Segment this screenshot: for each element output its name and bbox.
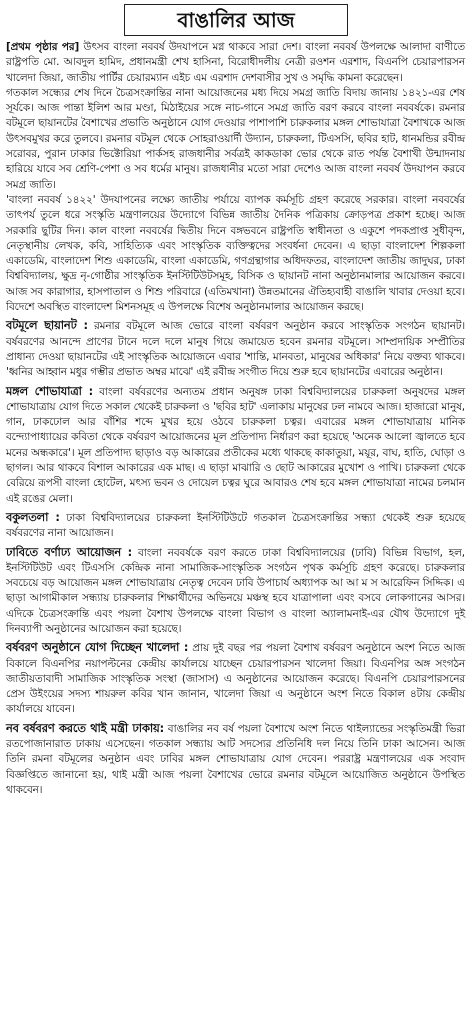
article-body xyxy=(6,40,465,798)
section-chhayanaut xyxy=(6,318,465,380)
section-mangal-shobhajatra xyxy=(6,384,465,507)
subheading: ঢাবিতে বর্ণাঢ্য আয়োজন : xyxy=(6,545,132,559)
subheading: বকুলতলা : xyxy=(6,510,60,524)
paragraph-text: বাংলা বর্ষবরণের অন্যতম প্রধান অনুষঙ্গ ঢাকা বিশ্ববিদ্যালয়ের চারুকলা অনুষদের মঙ্গল শোভাযাত্রায় যোগ দিতে সকাল থেকেই চারুকলা ও 'ছবির হাট' এলাকায় মানুষের ঢল নামবে আজ। হাজারো মানুষ, গান, ঢাকঢোল আর বাঁশির শব্দে মুখর হয়ে ওঠবে চারুকলা চত্বর। এবারের মঙ্গল শোভাযাত্রায় মানিক বন্দ্যোপাধ্যায়ের কবিতা থেকে বর্ষবরণ আয়োজনের মূল প্রতিপাদ্য নির্ধারণ করা হয়েছে 'অনেক আলো জ্বালতে হবে মনের অন্ধকারে'। মূল প্রতিপাদ্য ছাড়াও বড় আকারের প্রতীকের মধ্যে থাকছে কাকাতুয়া, ময়ূর, বাঘ, হাতি, ঘোড়া ও ছাগল। আর থাকবে বিশাল আকারের এক মাছ। এ ছাড়া মাঝারি ও ছোট আকারের মুখোশ ও পাখি। চারুকলা থেকে বেরিয়ে রূপসী বাংলা হোটেল, মৎস্য ভবন ও দোয়েল চত্বর ঘুরে আবারও শেষ হবে মঙ্গল শোভাযাত্রা নামের চলমান এই রঙের মেলা। xyxy=(6,385,465,505)
headline-box xyxy=(124,4,348,36)
paragraph-text: রমনার বটমূলে আজ ভোরে বাংলা বর্ষবরণ অনুষ্ঠান করবে সাংস্কৃতিক সংগঠন ছায়ানট। বর্ষবরণের আনন্দে প্রাণের টানে দলে দলে মানুষ গিয়ে জমায়েত হবেন রমনার বটমূলে। সাম্প্রদায়িক সম্প্রীতির প্রাধান্য দেওয়া ছায়ানটের এই সাংস্কৃতিক আয়োজনে এবার 'শান্তি, মানবতা, মানুষের অধিকার' নিয়ে বক্তব্য থাকবে। 'ধ্বনির আহ্বান মধুর গম্ভীর প্রভাত অম্বর মাঝে' এই রবীন্দ্র সংগীত দিয়ে শুরু হবে ছায়ানটের এবারের অনুষ্ঠান। xyxy=(6,320,465,379)
paragraph-text: বাংলা নববর্ষকে বরণ করতে ঢাকা বিশ্ববিদ্যালয়ের (ঢাবি) বিভিন্ন বিভাগ, হল, ইনস্টিটিউট এবং টিএসসি কেন্দ্রিক নানা সামাজিক-সাংস্কৃতিক সংগঠন পৃথক কর্মসূচি গ্রহণ করেছে। চারুকলার সবচেয়ে বড় আয়োজন মঙ্গল শোভাযাত্রায় নেতৃত্ব দেবেন ঢাবি উপাচার্য অধ্যাপক আ আ ম স আরেফিন সিদ্দিক। এ ছাড়া আগামীকাল সন্ধ্যায় চারুকলার শিক্ষার্থীদের অভিনয়ে মঞ্চস্থ হবে যাত্রাপালা এবং বসবে লোকগানের আসর। এদিকে চৈত্রসংক্রান্তি এবং পয়লা বৈশাখ উপলক্ষে বাংলা বিভাগ ও বাংলা অ্যালামনাই-এর যৌথ উদ্যোগে দুই দিনব্যাপী অনুষ্ঠানের আয়োজন করা হয়েছে। xyxy=(6,546,465,635)
paragraph-text: গতকাল সন্ধ্যের শেষ দিনে চৈত্রসংক্রান্তির নানা আয়োজনের মধ্য দিয়ে সমগ্র জাতি বিদায় জানায় ১৪২১-এর শেষ সূর্যকে। আজ পান্তা ইলিশ আর মণ্ডা, মিঠাইয়ের সঙ্গে নাচ-গানে সমগ্র জাতি বরণ করবে বাংলা নববর্ষকে। রমনার বটমূলে ছায়ানটের বৈশাখের প্রভাতি অনুষ্ঠানে যোগ দেওয়ার পাশাপাশি চারুকলার মঙ্গল শোভাযাত্রা বৈশাখকে আজ উৎসবমুখর করে তুলবে। রমনার বটমূল থেকে সোহরাওয়ার্দী উদ্যান, চারুকলা, টিএসসি, ছবির হাট, ধানমন্ডির রবীন্দ্র সরোবর, পুরান ঢাকার ভিক্টোরিয়া পার্কসহ রাজধানীর সর্বত্রই কাকডাকা ভোর থেকে রাত পর্যন্ত বৈশাখী উন্মাদনায় হারিয়ে যাবে সব শ্রেণি-পেশা ও সব ধর্মের মানুষ। রাজধানীর মতো সারা দেশেও আজ বাংলা নববর্ষ উদযাপন করবে সমগ্র জাতি। xyxy=(6,86,465,191)
paragraph xyxy=(6,86,465,193)
headline: বাঙালির আজ xyxy=(177,8,295,32)
section-bakultala xyxy=(6,510,465,542)
paragraph-text: উৎসব বাংলা নববর্ষ উদযাপনে মগ্ন থাকবে সারা দেশ। বাংলা নববর্ষ উপলক্ষে আলাদা বাণীতে রাষ্ট্রপতি মো. আবদুল হামিদ, প্রধানমন্ত্রী শেখ হাসিনা, বিরোধীদলীয় নেত্রী রওশন এরশাদ, বিএনপি চেয়ারপারসন খালেদা জিয়া, জাতীয় পার্টির চেয়ারম্যান এইচ এম এরশাদ দেশবাসীর সুখ ও সমৃদ্ধি কামনা করেছেন। xyxy=(6,41,466,84)
paragraph xyxy=(6,193,465,315)
section-thai-minister xyxy=(6,721,465,798)
paragraph-intro xyxy=(6,40,465,86)
paragraph-text: 'বাংলা নববর্ষ ১৪২২' উদযাপনের লক্ষ্যে জাতীয় পর্যায়ে ব্যাপক কর্মসূচি গ্রহণ করেছে সরকার। বাংলা নববর্ষের তাৎপর্য তুলে ধরে সংস্কৃতি মন্ত্রণালয়ের উদ্যোগে বিভিন্ন জাতীয় দৈনিক পত্রিকায় ক্রোড়পত্র প্রকাশ হচ্ছে। আজ সরকারি ছুটির দিন। কাল বাংলা নববর্ষের দ্বিতীয় দিনে বঙ্গভবনে রাষ্ট্রপতি স্বাধীনতা ও একুশে পদকপ্রাপ্ত সুধীবৃন্দ, নেতৃস্থানীয় লেখক, কবি, সাহিত্যিক এবং সাংস্কৃতিক ব্যক্তিত্বদের সংবর্ধনা দেবেন। এ ছাড়া বাংলাদেশ শিল্পকলা একাডেমি, বাংলাদেশ শিশু একাডেমি, বাংলা একাডেমি, গণগ্রন্থাগার অধিদফতর, বাংলাদেশ জাতীয় জাদুঘর, ঢাকা বিশ্ববিদ্যালয়, ক্ষুদ্র নৃ-গোষ্ঠীর সাংস্কৃতিক ইনস্টিটিউটসমূহ, বিসিক ও ছায়ানট নানা অনুষ্ঠানমালার আয়োজন করবে। আজ সব কারাগার, হাসপাতাল ও শিশু পরিবারে (এতিমখানা) উন্নতমানের ঐতিহ্যবাহী বাঙালি খাবার দেওয়া হবে। বিদেশে অবস্থিত বাংলাদেশ মিশনসমূহ এ উপলক্ষে বিশেষ অনুষ্ঠানমালার আয়োজন করছে। xyxy=(6,193,465,314)
paragraph-text: ঢাকা বিশ্ববিদ্যালয়ের চারুকলা ইনস্টিটিউটে গতকাল চৈত্রসংক্রান্তির সন্ধ্যা থেকেই শুরু হয়েছে বর্ষবরণের নানা আয়োজন। xyxy=(6,511,465,540)
subheading: বর্ষবরণ অনুষ্ঠানে যোগ দিচ্ছেন খালেদা : xyxy=(6,641,189,655)
paragraph-text: বাঙালির নব বর্ষ পয়লা বৈশাখে অংশ নিতে থাইল্যান্ডের সংস্কৃতিমন্ত্রী ভিরা রতপোজানারাত ঢাকায় এসেছেন। গতকাল সন্ধ্যায় আট সদস্যের প্রতিনিধি দল নিয়ে তিনি ঢাকা আসেন। আজ তিনি রমনা বটমূলের অনুষ্ঠান এবং ঢাবির মঙ্গল শোভাযাত্রায় যোগ দেবেন। পররাষ্ট্র মন্ত্রণালয়ের এক সংবাদ বিজ্ঞপ্তিতে জানানো হয়, থাই মন্ত্রী আজ পয়লা বৈশাখের ভোরে রমনার বটমূলে আয়োজিত অনুষ্ঠানে উপস্থিত থাকবেন। xyxy=(6,722,465,796)
section-khaleda xyxy=(6,640,465,717)
subheading: বটমূলে ছায়ানট : xyxy=(6,319,88,333)
section-dhaka-university xyxy=(6,545,465,638)
subheading: মঙ্গল শোভাযাত্রা : xyxy=(6,384,94,398)
subheading: নব বর্ষবরণ করতে থাই মন্ত্রী ঢাকায়: xyxy=(6,721,165,735)
lead-tag: [প্রথম পৃষ্ঠার পর] xyxy=(6,41,80,53)
paragraph-text: প্রায় দুই বছর পর পয়লা বৈশাখ বর্ষবরণ অনুষ্ঠানে অংশ নিতে আজ বিকালে বিএনপির নয়াপল্টনের কেন্দ্রীয় কার্যালয়ে যাচ্ছেন চেয়ারপারসন খালেদা জিয়া। বিএনপির অঙ্গ সংগঠন জাতীয়তাবাদী সামাজিক সাংস্কৃতিক সংস্থা (জাসাস) এ অনুষ্ঠানের আয়োজন করেছে। বিএনপি চেয়ারপারসনের প্রেস উইংয়ের সদস্য শায়রুল কবির খান জানান, খালেদা জিয়া এ অনুষ্ঠানে অংশ নিতে বিকাল ৪টায় কেন্দ্রীয় কার্যালয়ে যাবেন। xyxy=(6,642,465,716)
